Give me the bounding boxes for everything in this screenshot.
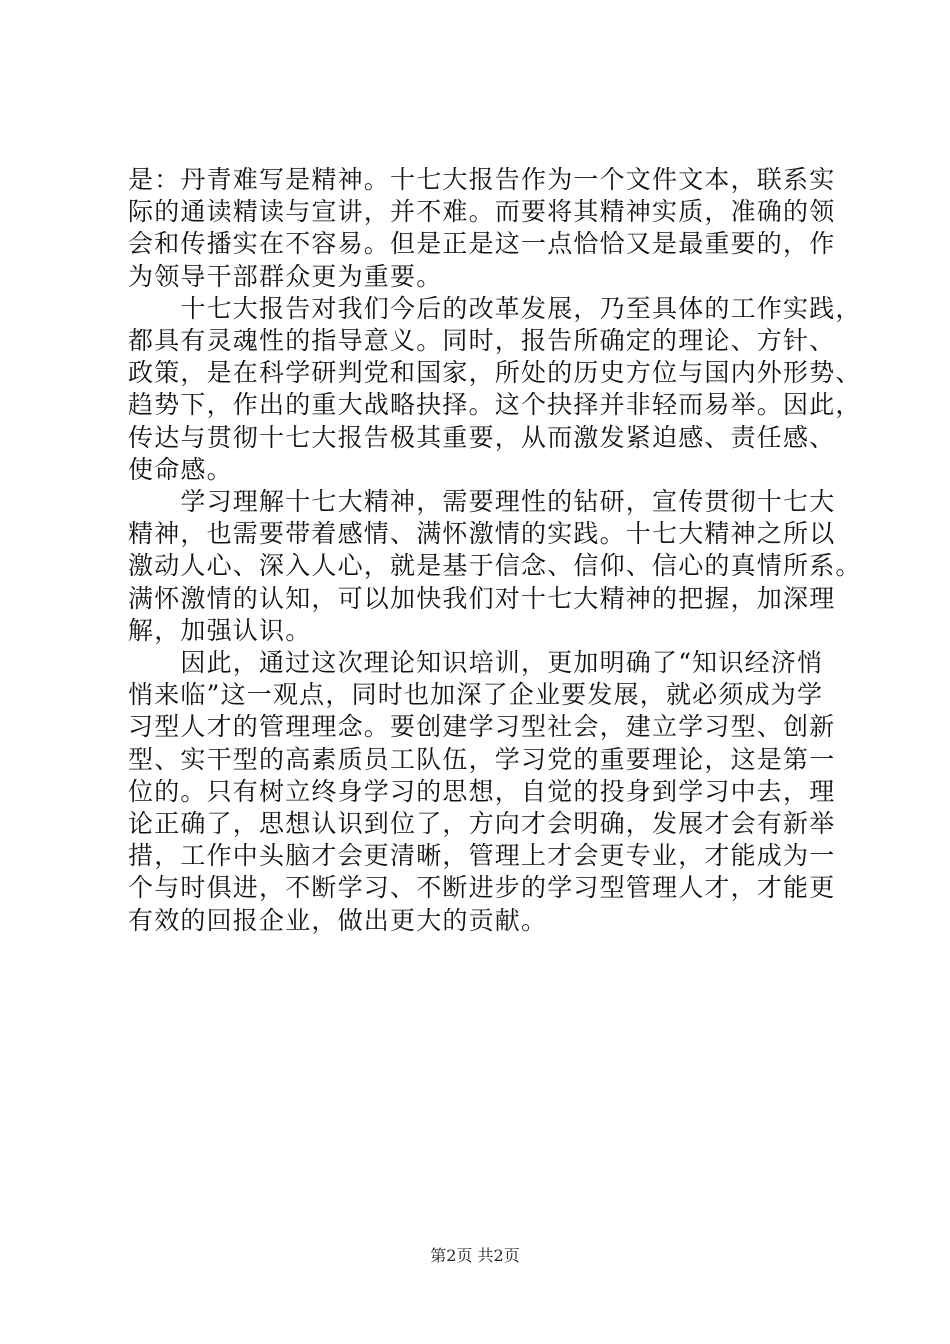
text-line: 使命感。 (128, 454, 233, 484)
text-line: 十七大报告对我们今后的改革发展，乃至具体的工作实践， (128, 293, 862, 323)
text-line: 趋势下，作出的重大战略抉择。这个抉择并非轻而易举。因此， (128, 390, 862, 420)
text-line: 个与时俱进，不断学习、不断进步的学习型管理人才，才能更 (128, 873, 836, 903)
text-line: 满怀激情的认知，可以加快我们对十七大精神的把握，加深理 (128, 583, 836, 613)
text-line: 都具有灵魂性的指导意义。同时，报告所确定的理论、方针、 (128, 326, 836, 355)
text-line: 因此，通过这次理论知识培训，更加明确了“知识经济悄 (128, 648, 824, 677)
text-line: 学习理解十七大精神，需要理性的钻研，宣传贯彻十七大 (128, 487, 836, 516)
text-line: 措，工作中头脑才会更清晰，管理上才会更专业，才能成为一 (128, 841, 836, 871)
text-line: 是：丹青难写是精神。十七大报告作为一个文件文本，联系实 (128, 165, 836, 194)
text-line: 精神，也需要带着感情、满怀激情的实践。十七大精神之所以 (128, 519, 836, 549)
text-line: 有效的回报企业，做出更大的贡献。 (128, 905, 548, 935)
text-line: 型、实干型的高素质员工队伍，学习党的重要理论，这是第一 (128, 744, 836, 774)
page-number-footer: 第2页 共2页 (430, 1246, 520, 1265)
text-line: 解，加强认识。 (128, 615, 312, 645)
text-line: 悄来临”这一观点，同时也加深了企业要发展，就必须成为学 (128, 680, 824, 710)
text-line: 激动人心、深入人心，就是基于信念、信仰、信心的真情所系。 (128, 551, 862, 581)
text-line: 位的。只有树立终身学习的思想，自觉的投身到学习中去，理 (128, 776, 836, 806)
text-line: 政策，是在科学研判党和国家，所处的历史方位与国内外形势、 (128, 358, 862, 388)
text-line: 际的通读精读与宣讲，并不难。而要将其精神实质，准确的领 (128, 197, 836, 227)
text-line: 传达与贯彻十七大报告极其重要，从而激发紧迫感、责任感、 (128, 422, 836, 452)
text-line: 习型人才的管理理念。要创建学习型社会，建立学习型、创新 (128, 712, 836, 742)
text-line: 会和传播实在不容易。但是正是这一点恰恰又是最重要的，作 (128, 229, 836, 259)
text-line: 为领导干部群众更为重要。 (128, 261, 443, 291)
text-line: 论正确了，思想认识到位了，方向才会明确，发展才会有新举 (128, 809, 836, 838)
